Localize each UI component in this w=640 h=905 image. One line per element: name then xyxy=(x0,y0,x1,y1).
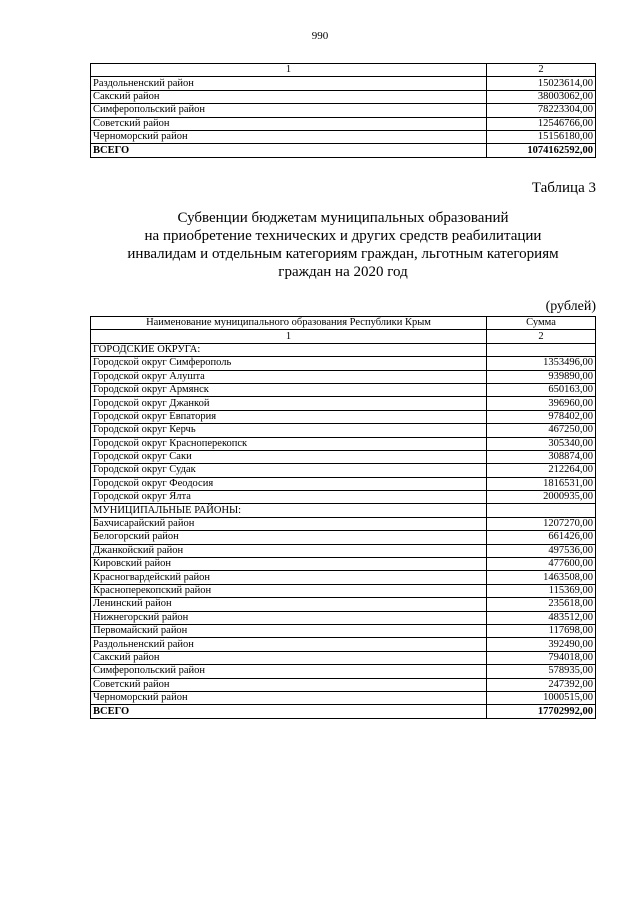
amount-value: 392490,00 xyxy=(487,638,596,651)
amount-value: 661426,00 xyxy=(487,531,596,544)
amount-value: 578935,00 xyxy=(487,665,596,678)
table-row xyxy=(91,464,596,477)
municipality-name: Городской округ Красноперекопск xyxy=(91,437,487,450)
table-row xyxy=(91,598,596,611)
municipality-name: ГОРОДСКИЕ ОКРУГА: xyxy=(91,343,487,356)
title-line: граждан на 2020 год xyxy=(278,264,408,280)
header-name: Наименование муниципального образования Республики Крым xyxy=(91,317,487,330)
municipality-name: МУНИЦИПАЛЬНЫЕ РАЙОНЫ: xyxy=(91,504,487,517)
municipality-name: Бахчисарайский район xyxy=(91,517,487,530)
amount-value: 1207270,00 xyxy=(487,517,596,530)
column-number: 2 xyxy=(487,330,596,343)
table-row xyxy=(91,691,596,704)
municipality-name: Городской округ Саки xyxy=(91,450,487,463)
table-row xyxy=(91,357,596,370)
table-row xyxy=(91,491,596,504)
table-row xyxy=(91,450,596,463)
amount-value: 497536,00 xyxy=(487,544,596,557)
municipality-name: Городской округ Судак xyxy=(91,464,487,477)
column-number: 2 xyxy=(487,64,596,77)
amount-value: 477600,00 xyxy=(487,558,596,571)
municipality-name: Нижнегорский район xyxy=(91,611,487,624)
column-number-row xyxy=(91,64,596,77)
municipality-name: Раздольненский район xyxy=(91,638,487,651)
municipality-name: Красногвардейский район xyxy=(91,571,487,584)
amount-value: 115369,00 xyxy=(487,584,596,597)
municipality-name: Городской округ Ялта xyxy=(91,491,487,504)
table-row xyxy=(91,558,596,571)
municipality-name: Симферопольский район xyxy=(91,104,487,117)
title-line: на приобретение технических и других средств реабилитации xyxy=(144,228,542,244)
table-row xyxy=(91,584,596,597)
municipality-name: Симферопольский район xyxy=(91,665,487,678)
amount-value: 483512,00 xyxy=(487,611,596,624)
amount-value: 1000515,00 xyxy=(487,691,596,704)
amount-value: 117698,00 xyxy=(487,624,596,637)
table-row xyxy=(91,383,596,396)
municipality-name: Городской округ Армянск xyxy=(91,383,487,396)
amount-value: 38003062,00 xyxy=(487,90,596,103)
amount-value: 650163,00 xyxy=(487,383,596,396)
amount-value: 467250,00 xyxy=(487,424,596,437)
table-row xyxy=(91,624,596,637)
table-row xyxy=(91,343,596,356)
table-row xyxy=(91,678,596,691)
municipality-name: Раздольненский район xyxy=(91,77,487,90)
municipality-name: Черноморский район xyxy=(91,691,487,704)
table-row xyxy=(91,424,596,437)
table-row xyxy=(91,517,596,530)
header-row xyxy=(91,317,596,330)
table-row xyxy=(91,571,596,584)
amount-value: 15023614,00 xyxy=(487,77,596,90)
header-amount: Сумма xyxy=(487,317,596,330)
table-row xyxy=(91,504,596,517)
total-amount: 17702992,00 xyxy=(487,705,596,718)
municipality-name: Сакский район xyxy=(91,651,487,664)
municipality-name: Джанкойский район xyxy=(91,544,487,557)
municipality-name: Первомайский район xyxy=(91,624,487,637)
municipality-name: Сакский район xyxy=(91,90,487,103)
amount-value: 1816531,00 xyxy=(487,477,596,490)
table-title xyxy=(100,209,586,281)
amount-value: 305340,00 xyxy=(487,437,596,450)
unit-label: (рублей) xyxy=(545,299,596,314)
amount-value: 308874,00 xyxy=(487,450,596,463)
table-row xyxy=(91,477,596,490)
table-row xyxy=(91,90,596,103)
municipality-name: Белогорский район xyxy=(91,531,487,544)
table-row xyxy=(91,410,596,423)
total-row xyxy=(91,705,596,718)
page-number: 990 xyxy=(311,30,329,42)
table-row xyxy=(91,130,596,143)
amount-value: 15156180,00 xyxy=(487,130,596,143)
municipality-name: Советский район xyxy=(91,678,487,691)
column-number: 1 xyxy=(91,64,487,77)
municipality-name: Ленинский район xyxy=(91,598,487,611)
table-row xyxy=(91,611,596,624)
table-row xyxy=(91,651,596,664)
municipality-name: Красноперекопский район xyxy=(91,584,487,597)
table-row xyxy=(91,665,596,678)
amount-value: 247392,00 xyxy=(487,678,596,691)
amount-value: 396960,00 xyxy=(487,397,596,410)
table-label: Таблица 3 xyxy=(531,180,596,196)
amount-value: 212264,00 xyxy=(487,464,596,477)
municipality-name: Городской округ Евпатория xyxy=(91,410,487,423)
municipality-name: Городской округ Алушта xyxy=(91,370,487,383)
amount-value xyxy=(487,343,596,356)
title-line: Субвенции бюджетам муниципальных образований xyxy=(177,210,509,226)
municipality-name: Городской округ Керчь xyxy=(91,424,487,437)
total-row xyxy=(91,144,596,157)
table-row xyxy=(91,77,596,90)
amount-value: 235618,00 xyxy=(487,598,596,611)
column-number-row xyxy=(91,330,596,343)
amount-value: 1463508,00 xyxy=(487,571,596,584)
table-row xyxy=(91,397,596,410)
amount-value xyxy=(487,504,596,517)
municipality-name: Кировский район xyxy=(91,558,487,571)
total-amount: 1074162592,00 xyxy=(487,144,596,157)
table-row xyxy=(91,370,596,383)
amount-value: 1353496,00 xyxy=(487,357,596,370)
table-row xyxy=(91,437,596,450)
previous-table-continuation xyxy=(90,63,596,158)
table-row xyxy=(91,104,596,117)
subventions-table xyxy=(90,316,596,719)
municipality-name: Городской округ Джанкой xyxy=(91,397,487,410)
municipality-name: Городской округ Симферополь xyxy=(91,357,487,370)
amount-value: 78223304,00 xyxy=(487,104,596,117)
total-label: ВСЕГО xyxy=(91,144,487,157)
table-row xyxy=(91,638,596,651)
amount-value: 794018,00 xyxy=(487,651,596,664)
amount-value: 12546766,00 xyxy=(487,117,596,130)
amount-value: 2000935,00 xyxy=(487,491,596,504)
table-row xyxy=(91,544,596,557)
amount-value: 978402,00 xyxy=(487,410,596,423)
amount-value: 939890,00 xyxy=(487,370,596,383)
municipality-name: Советский район xyxy=(91,117,487,130)
column-number: 1 xyxy=(91,330,487,343)
table-row xyxy=(91,531,596,544)
municipality-name: Городской округ Феодосия xyxy=(91,477,487,490)
total-label: ВСЕГО xyxy=(91,705,487,718)
title-line: инвалидам и отдельным категориям граждан, льготным категориям xyxy=(127,246,559,262)
municipality-name: Черноморский район xyxy=(91,130,487,143)
table-row xyxy=(91,117,596,130)
